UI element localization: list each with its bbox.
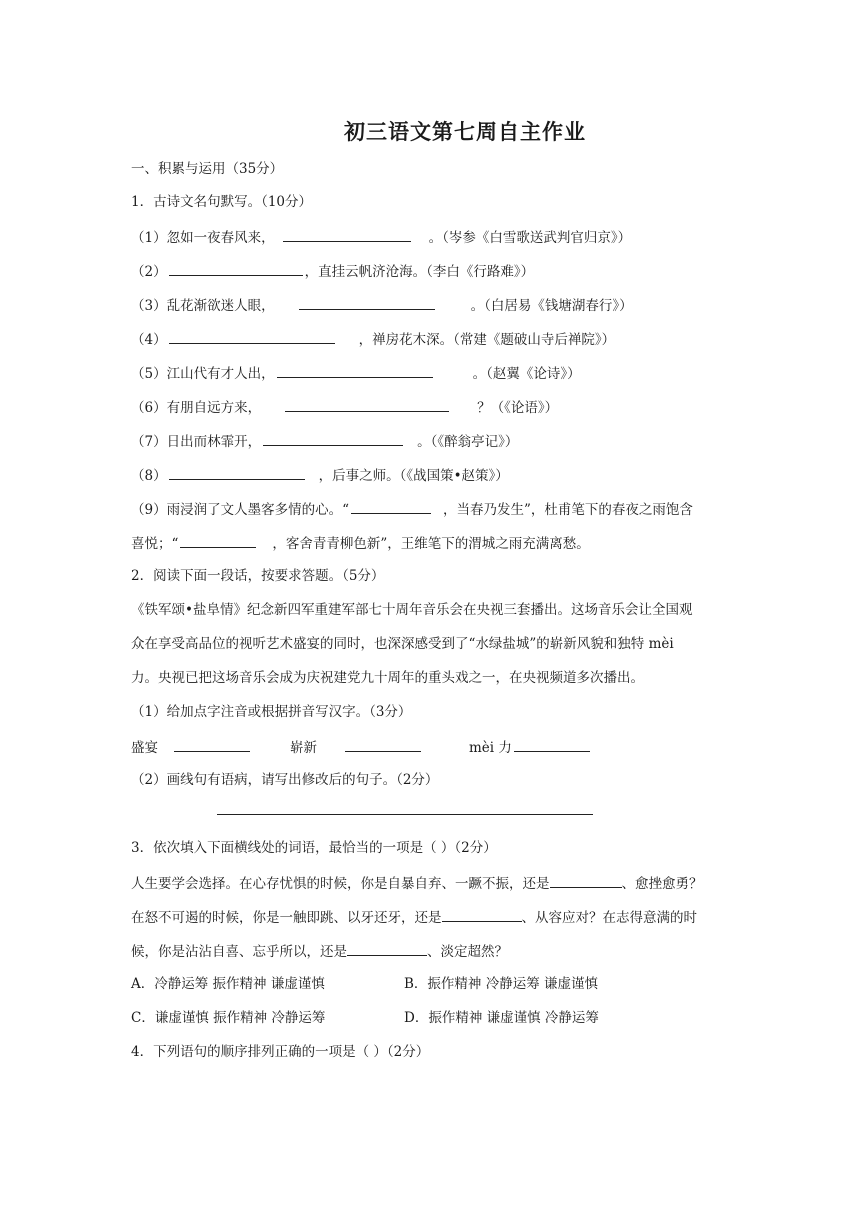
answer-blank[interactable] [550, 873, 622, 888]
q3-passage-line [131, 907, 697, 927]
answer-blank[interactable] [169, 329, 335, 344]
answer-blank[interactable] [285, 397, 449, 412]
answer-blank[interactable] [345, 737, 421, 752]
passage-text: 、从容应对？在志得意满的时 [521, 910, 697, 926]
item-text: 喜悦；“ [131, 536, 179, 552]
answer-blank[interactable] [277, 363, 433, 378]
item-text: （7）日出而林霏开， [131, 434, 262, 450]
answer-blank[interactable] [180, 533, 256, 548]
answer-blank[interactable] [174, 737, 250, 752]
q1-item-9 [131, 499, 693, 519]
answer-blank[interactable] [263, 431, 403, 446]
item-text: （9）雨浸润了文人墨客多情的心。“ [131, 502, 349, 518]
answer-blank[interactable] [169, 465, 305, 480]
passage-text: 在怒不可遏的时候，你是一触即跳、以牙还牙，还是 [131, 910, 442, 926]
item-text: 。（赵翼《论诗》） [472, 366, 581, 382]
q2-sub-2: （2）画线句有语病，请写出修改后的句子。（2分） [131, 772, 439, 788]
item-text: （3）乱花渐欲迷人眼， [131, 298, 275, 314]
answer-blank[interactable] [299, 295, 435, 310]
question-2-heading: 2．阅读下面一段话，按要求答题。（5分） [131, 568, 385, 584]
item-text: ，当春乃发生”，杜甫笔下的春夜之雨饱含 [443, 502, 693, 518]
answer-blank[interactable] [347, 941, 427, 956]
answer-blank[interactable] [351, 499, 431, 514]
item-text: （6）有朋自远方来， [131, 400, 262, 416]
passage-text: 、淡定超然？ [427, 944, 508, 960]
item-text: （8） [131, 468, 167, 484]
item-text: ？（《论语》） [477, 400, 559, 416]
item-text: （5）江山代有才人出， [131, 366, 275, 382]
word-label: 崭新 [290, 740, 317, 756]
question-4-heading: 4．下列语句的顺序排列正确的一项是（ ）（2分） [131, 1044, 430, 1060]
q2-word-row [131, 737, 592, 757]
q1-item-4 [131, 329, 615, 349]
item-text: ，禅房花木深。（常建《题破山寺后禅院》） [358, 332, 616, 348]
q1-item-9-cont [131, 533, 590, 553]
passage-text: 、愈挫愈勇？ [621, 876, 703, 892]
passage-text: 人生要学会选择。在心存忧惧的时候，你是自暴自弃、一蹶不振，还是 [131, 876, 550, 892]
question-3-heading: 3．依次填入下面横线处的词语，最恰当的一项是（ ）（2分） [131, 840, 497, 856]
item-text: 。（《醉翁亭记》） [417, 434, 519, 450]
q2-sub-1: （1）给加点字注音或根据拼音写汉字。（3分） [131, 704, 412, 720]
option-d[interactable]: D．振作精神 谦虚谨慎 冷静运筹 [404, 1010, 599, 1026]
q1-item-3 [131, 295, 633, 315]
item-text: 。（岑参《白雪歌送武判官归京》） [428, 230, 632, 246]
option-c[interactable]: C．谦虚谨慎 振作精神 冷静运筹 [131, 1010, 326, 1026]
q1-item-7 [131, 431, 518, 451]
item-text: 。（白居易《钱塘湖春行》） [470, 298, 633, 314]
q1-item-8 [131, 465, 509, 485]
item-text: ，客舍青青柳色新”，王维笔下的渭城之雨充满离愁。 [272, 536, 590, 552]
item-text: （4） [131, 332, 167, 348]
option-b[interactable]: B．振作精神 冷静运筹 谦虚谨慎 [404, 976, 599, 992]
page-title: 初三语文第七周自主作业 [344, 119, 586, 144]
answer-line[interactable] [217, 801, 593, 815]
passage-line: 《铁军颂•盐阜情》纪念新四军重建军部七十周年音乐会在央视三套播出。这场音乐会让全国观 [131, 602, 693, 618]
answer-blank[interactable] [169, 261, 303, 276]
passage-text: 候，你是沾沾自喜、忘乎所以，还是 [131, 944, 347, 960]
answer-blank[interactable] [283, 227, 411, 242]
q3-passage-line [131, 873, 703, 893]
passage-line: 力。央视已把这场音乐会成为庆祝建党九十周年的重头戏之一，在央视频道多次播出。 [131, 670, 644, 686]
question-1-heading: 1．古诗文名句默写。（10分） [131, 194, 313, 210]
q1-item-2 [131, 261, 534, 281]
q1-item-5 [131, 363, 581, 383]
q1-item-1 [131, 227, 631, 247]
answer-blank[interactable] [514, 737, 590, 752]
q1-item-6 [131, 397, 558, 417]
section-heading: 一、积累与运用（35分） [131, 161, 284, 177]
item-text: （1）忽如一夜春风来， [131, 230, 275, 246]
option-a[interactable]: A．冷静运筹 振作精神 谦虚谨慎 [131, 976, 325, 992]
passage-line: 众在享受高品位的视听艺术盛宴的同时，也深深感受到了“水绿盐城”的崭新风貌和独特 mèi [131, 636, 674, 652]
item-text: ，后事之师。（《战国策•赵策》） [318, 468, 509, 484]
word-label: 盛宴 [131, 740, 158, 756]
word-label: mèi 力 [469, 740, 512, 756]
answer-blank[interactable] [442, 907, 522, 922]
q3-passage-line [131, 941, 508, 961]
item-text: ，直挂云帆济沧海。（李白《行路难》） [304, 264, 535, 280]
item-text: （2） [131, 264, 167, 280]
